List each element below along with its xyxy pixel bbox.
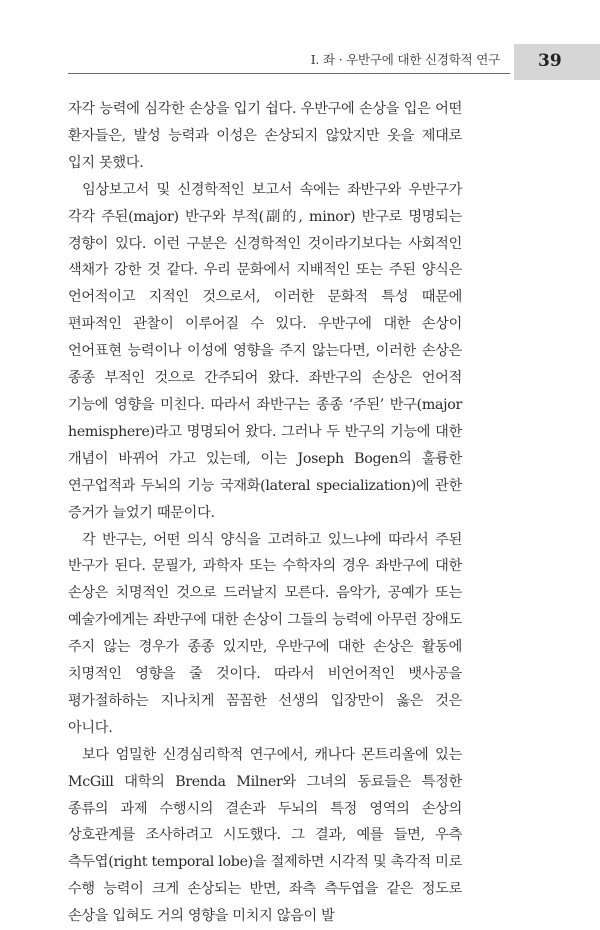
paragraph: 각 반구는, 어떤 의식 양식을 고려하고 있느냐에 따라서 주된 반구가 된다. 문필가, 과학자 또는 수학자의 경우 좌반구에 대한 손상은 치명적인 것으로 드러날지 모른다. 음악가, 공예가 또는 예술가에게는 좌반구에 대한 손상이 그들의 능력에 아무런 장애도 주지 않는 경우가 종종 있지만, 우반구에 대한 손상은 활동에 치명적인 영향을 줄 것이다. 따라서 비언어적인 뱃사공을 평가절하하는 지나치게 꼼꼼한 선생의 입장만이 옳은 것은 아니다. xyxy=(68,531,462,736)
paragraph: 보다 엄밀한 신경심리학적 연구에서, 캐나다 몬트리올에 있는 McGill 대학의 Brenda Milner와 그녀의 동료들은 특정한 종류의 과제 수행시의 결손과 두뇌의 특정 영역의 손상의 상호관계를 조사하려고 시도했다. 그 결과, 예를 들면, 우측 측두엽(right temporal lobe)을 절제하면 시각적 및 촉각적 미로 수행 능력이 크게 손상되는 반면, 좌측 측두엽을 같은 정도로 손상을 입혀도 거의 영향을 미치지 않음이 발 xyxy=(68,746,462,925)
paragraph-continuation: 자각 능력에 심각한 손상을 입기 쉽다. 우반구에 손상을 입은 어떤 환자들은, 발성 능력과 이성은 손상되지 않았지만 옷을 제대로 입지 못했다. xyxy=(68,101,462,171)
page-number-tab xyxy=(514,44,600,80)
running-header xyxy=(68,44,600,80)
header-rule xyxy=(68,73,510,74)
body-text xyxy=(68,96,462,930)
paragraph: 임상보고서 및 신경학적인 보고서 속에는 좌반구와 우반구가 각각 주된(major) 반구와 부적(副的, minor) 반구로 명명되는 경향이 있다. 이런 구분은 신경학적인 것이라기보다는 사회적인 색채가 강한 것 같다. 우리 문화에서 지배적인 또는 주된 양식은 언어적이고 지적인 것으로서, 이러한 문화적 특성 때문에 편파적인 관찰이 이루어질 수 있다. 우반구에 대한 손상이 언어표현 능력이나 이성에 영향을 주지 않는다면, 이러한 손상은 종종 부적인 것으로 간주되어 왔다. 좌반구의 손상은 언어적 기능에 영향을 미친다. 따라서 좌반구는 종종 ‘주된’ 반구(major hemisphere)라고 명명되어 왔다. 그러나 두 반구의 기능에 대한 개념이 바뀌어 가고 있는데, 이는 Joseph Bogen의 훌륭한 연구업적과 두뇌의 기능 국재화(lateral specialization)에 관한 증거가 늘었기 때문이다. xyxy=(68,181,462,521)
page-number: 39 xyxy=(538,51,562,71)
running-head-title: I. 좌 · 우반구에 대한 신경학적 연구 xyxy=(310,52,500,67)
